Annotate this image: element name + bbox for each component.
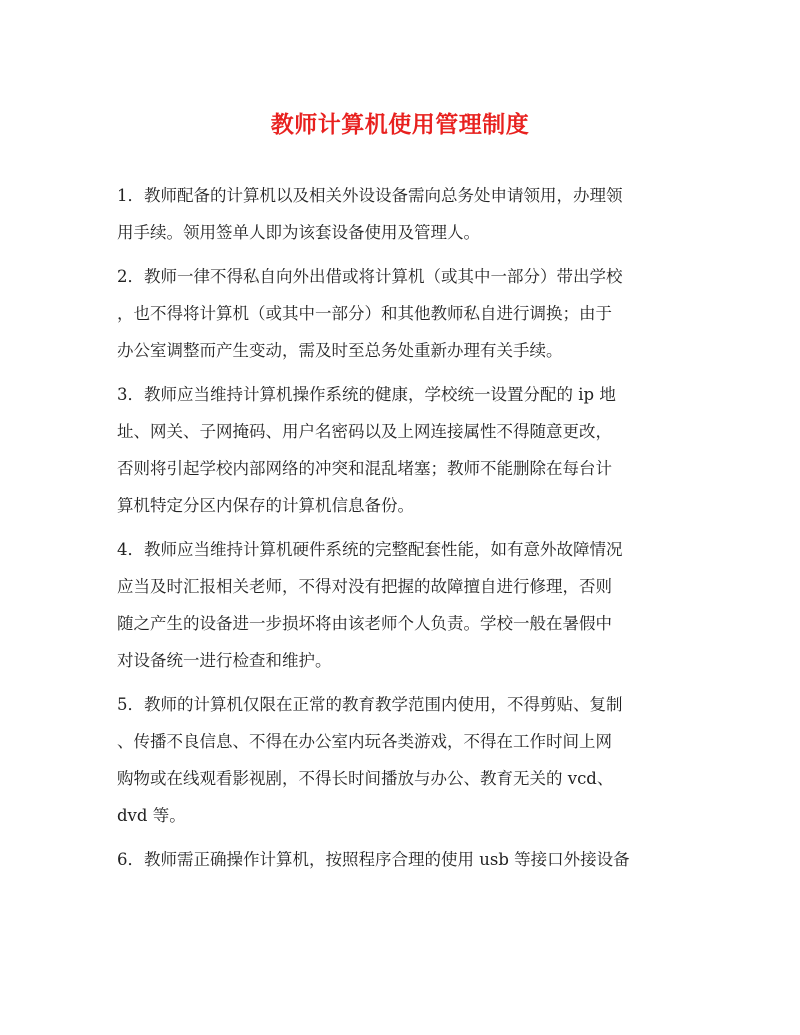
paragraph — [117, 531, 683, 679]
paragraph — [117, 177, 683, 251]
document-body — [117, 177, 683, 878]
text-line: 应当及时汇报相关老师，不得对没有把握的故障擅自进行修理，否则 — [117, 577, 612, 596]
text-line: 办公室调整而产生变动，需及时至总务处重新办理有关手续。 — [117, 341, 563, 360]
text-line: 2．教师一律不得私自向外出借或将计算机（或其中一部分）带出学校 — [117, 267, 623, 286]
paragraph — [117, 258, 683, 369]
text-line: 6．教师需正确操作计算机，按照程序合理的使用 usb 等接口外接设备 — [117, 850, 630, 869]
text-line: 用手续。领用签单人即为该套设备使用及管理人。 — [117, 223, 480, 242]
document-title: 教师计算机使用管理制度 — [270, 111, 530, 138]
text-line: 随之产生的设备进一步损坏将由该老师个人负责。学校一般在暑假中 — [117, 614, 612, 633]
text-line: 3．教师应当维持计算机操作系统的健康，学校统一设置分配的 ip 地 — [117, 385, 616, 404]
text-line: 、传播不良信息、不得在办公室内玩各类游戏，不得在工作时间上网 — [117, 732, 612, 751]
text-line: 5．教师的计算机仅限在正常的教育教学范围内使用，不得剪贴、复制 — [117, 695, 623, 714]
text-line: 对设备统一进行检查和维护。 — [117, 651, 332, 670]
text-line: dvd 等。 — [117, 806, 186, 825]
text-line: 1．教师配备的计算机以及相关外设设备需向总务处申请领用，办理领 — [117, 186, 623, 205]
text-line: 址、网关、子网掩码、用户名密码以及上网连接属性不得随意更改， — [117, 422, 612, 441]
text-line: 4．教师应当维持计算机硬件系统的完整配套性能，如有意外故障情况 — [117, 540, 623, 559]
paragraph — [117, 841, 683, 878]
text-line: 否则将引起学校内部网络的冲突和混乱堵塞；教师不能删除在每台计 — [117, 459, 612, 478]
paragraph — [117, 376, 683, 524]
paragraph — [117, 686, 683, 834]
text-line: 购物或在线观看影视剧，不得长时间播放与办公、教育无关的 vcd、 — [117, 769, 614, 788]
text-line: 算机特定分区内保存的计算机信息备份。 — [117, 496, 414, 515]
text-line: ，也不得将计算机（或其中一部分）和其他教师私自进行调换；由于 — [117, 304, 612, 323]
